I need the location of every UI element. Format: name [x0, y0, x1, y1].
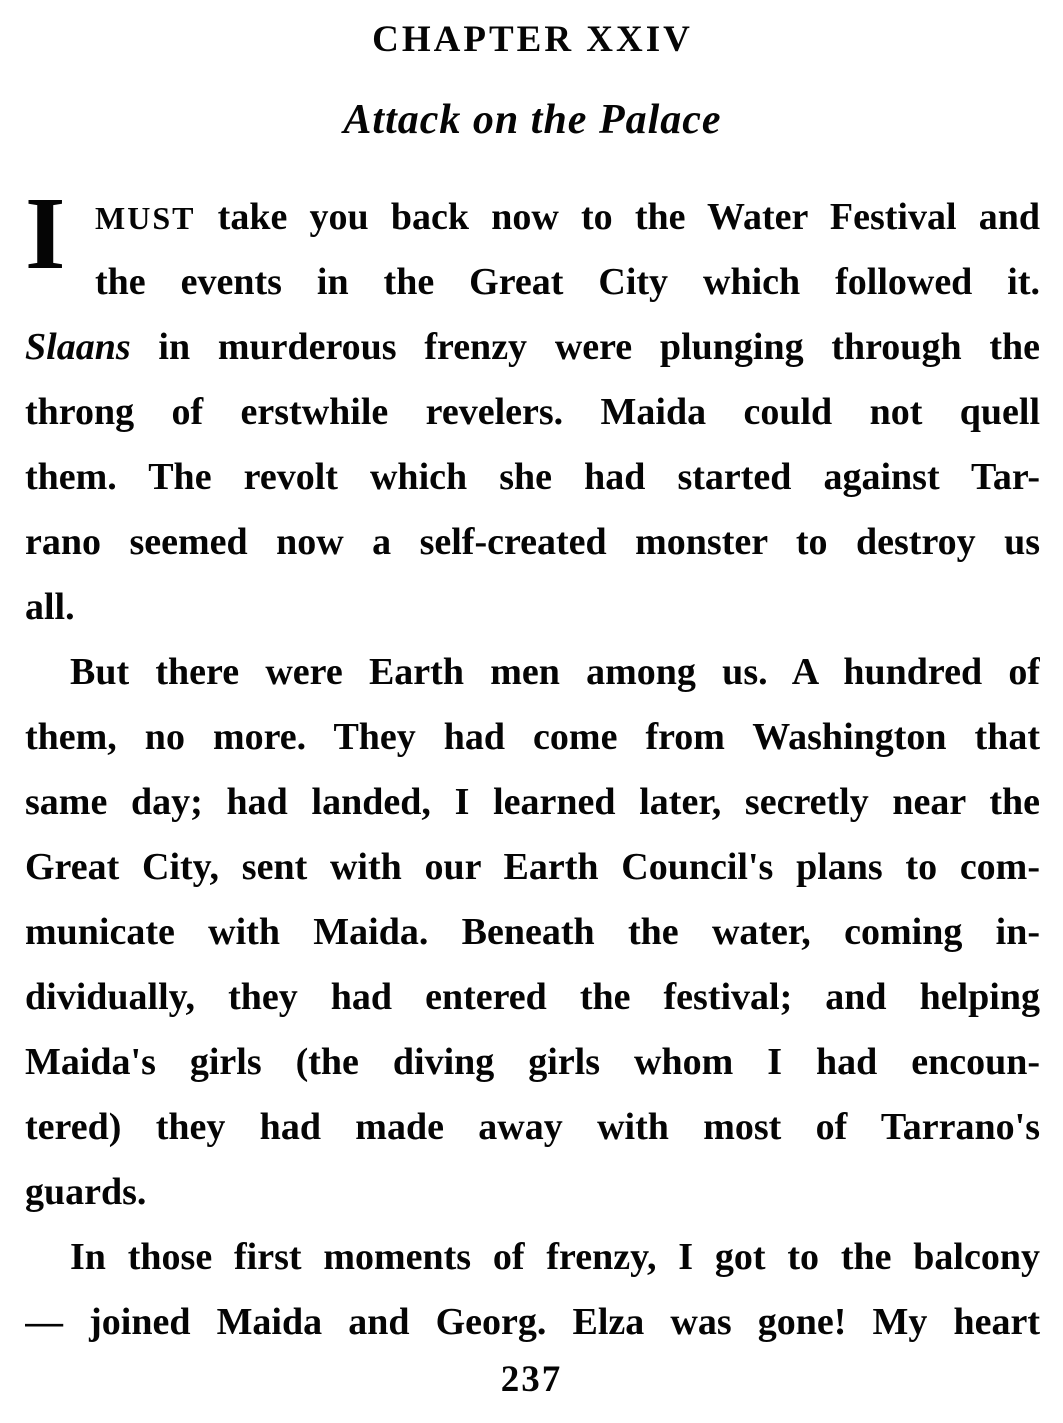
paragraph-3: [25, 1225, 1040, 1355]
paragraph-1: [25, 176, 1040, 640]
text-line: [95, 185, 1040, 250]
chapter-heading: CHAPTER XXIV: [372, 19, 693, 60]
text-line: But there were Earth men among us. A hundred of: [70, 651, 1040, 693]
text-line: rano seemed now a self-created monster to destroy us: [25, 521, 1040, 563]
page-number: 237: [500, 1359, 563, 1400]
text-line: the events in the Great City which followed it.: [95, 261, 1040, 303]
text-line: municate with Maida. Beneath the water, coming in-: [25, 911, 1040, 953]
text-line: dividually, they had entered the festival; and helping: [25, 976, 1040, 1018]
body-text: [25, 176, 1040, 1355]
chapter-title: Attack on the Palace: [343, 97, 722, 143]
text-line: same day; had landed, I learned later, secretly near the: [25, 781, 1040, 823]
text-line: throng of erstwhile revelers. Maida could not quell: [25, 391, 1040, 433]
text-line: [25, 315, 1040, 380]
text-line: guards.: [25, 1171, 147, 1213]
drop-cap: I: [25, 176, 66, 291]
text-line: them. The revolt which she had started against Tar-: [25, 456, 1040, 498]
paragraph-2: [25, 640, 1040, 1225]
text-line: them, no more. They had come from Washington that: [25, 716, 1040, 758]
text-line: — joined Maida and Georg. Elza was gone! My heart: [25, 1301, 1040, 1343]
italic-word: Slaans: [25, 326, 131, 368]
text-line: In those first moments of frenzy, I got to the balcony: [70, 1236, 1040, 1278]
text-line: Maida's girls (the diving girls whom I had encoun-: [25, 1041, 1040, 1083]
text-line-rest: in murderous frenzy were plunging through the: [130, 326, 1040, 368]
text-line: Great City, sent with our Earth Council's plans to com-: [25, 846, 1040, 888]
text-line-rest: take you back now to the Water Festival and: [195, 196, 1040, 238]
text-line: tered) they had made away with most of Tarrano's: [25, 1106, 1040, 1148]
text-line: all.: [25, 586, 75, 628]
small-caps-word: MUST: [95, 200, 196, 236]
